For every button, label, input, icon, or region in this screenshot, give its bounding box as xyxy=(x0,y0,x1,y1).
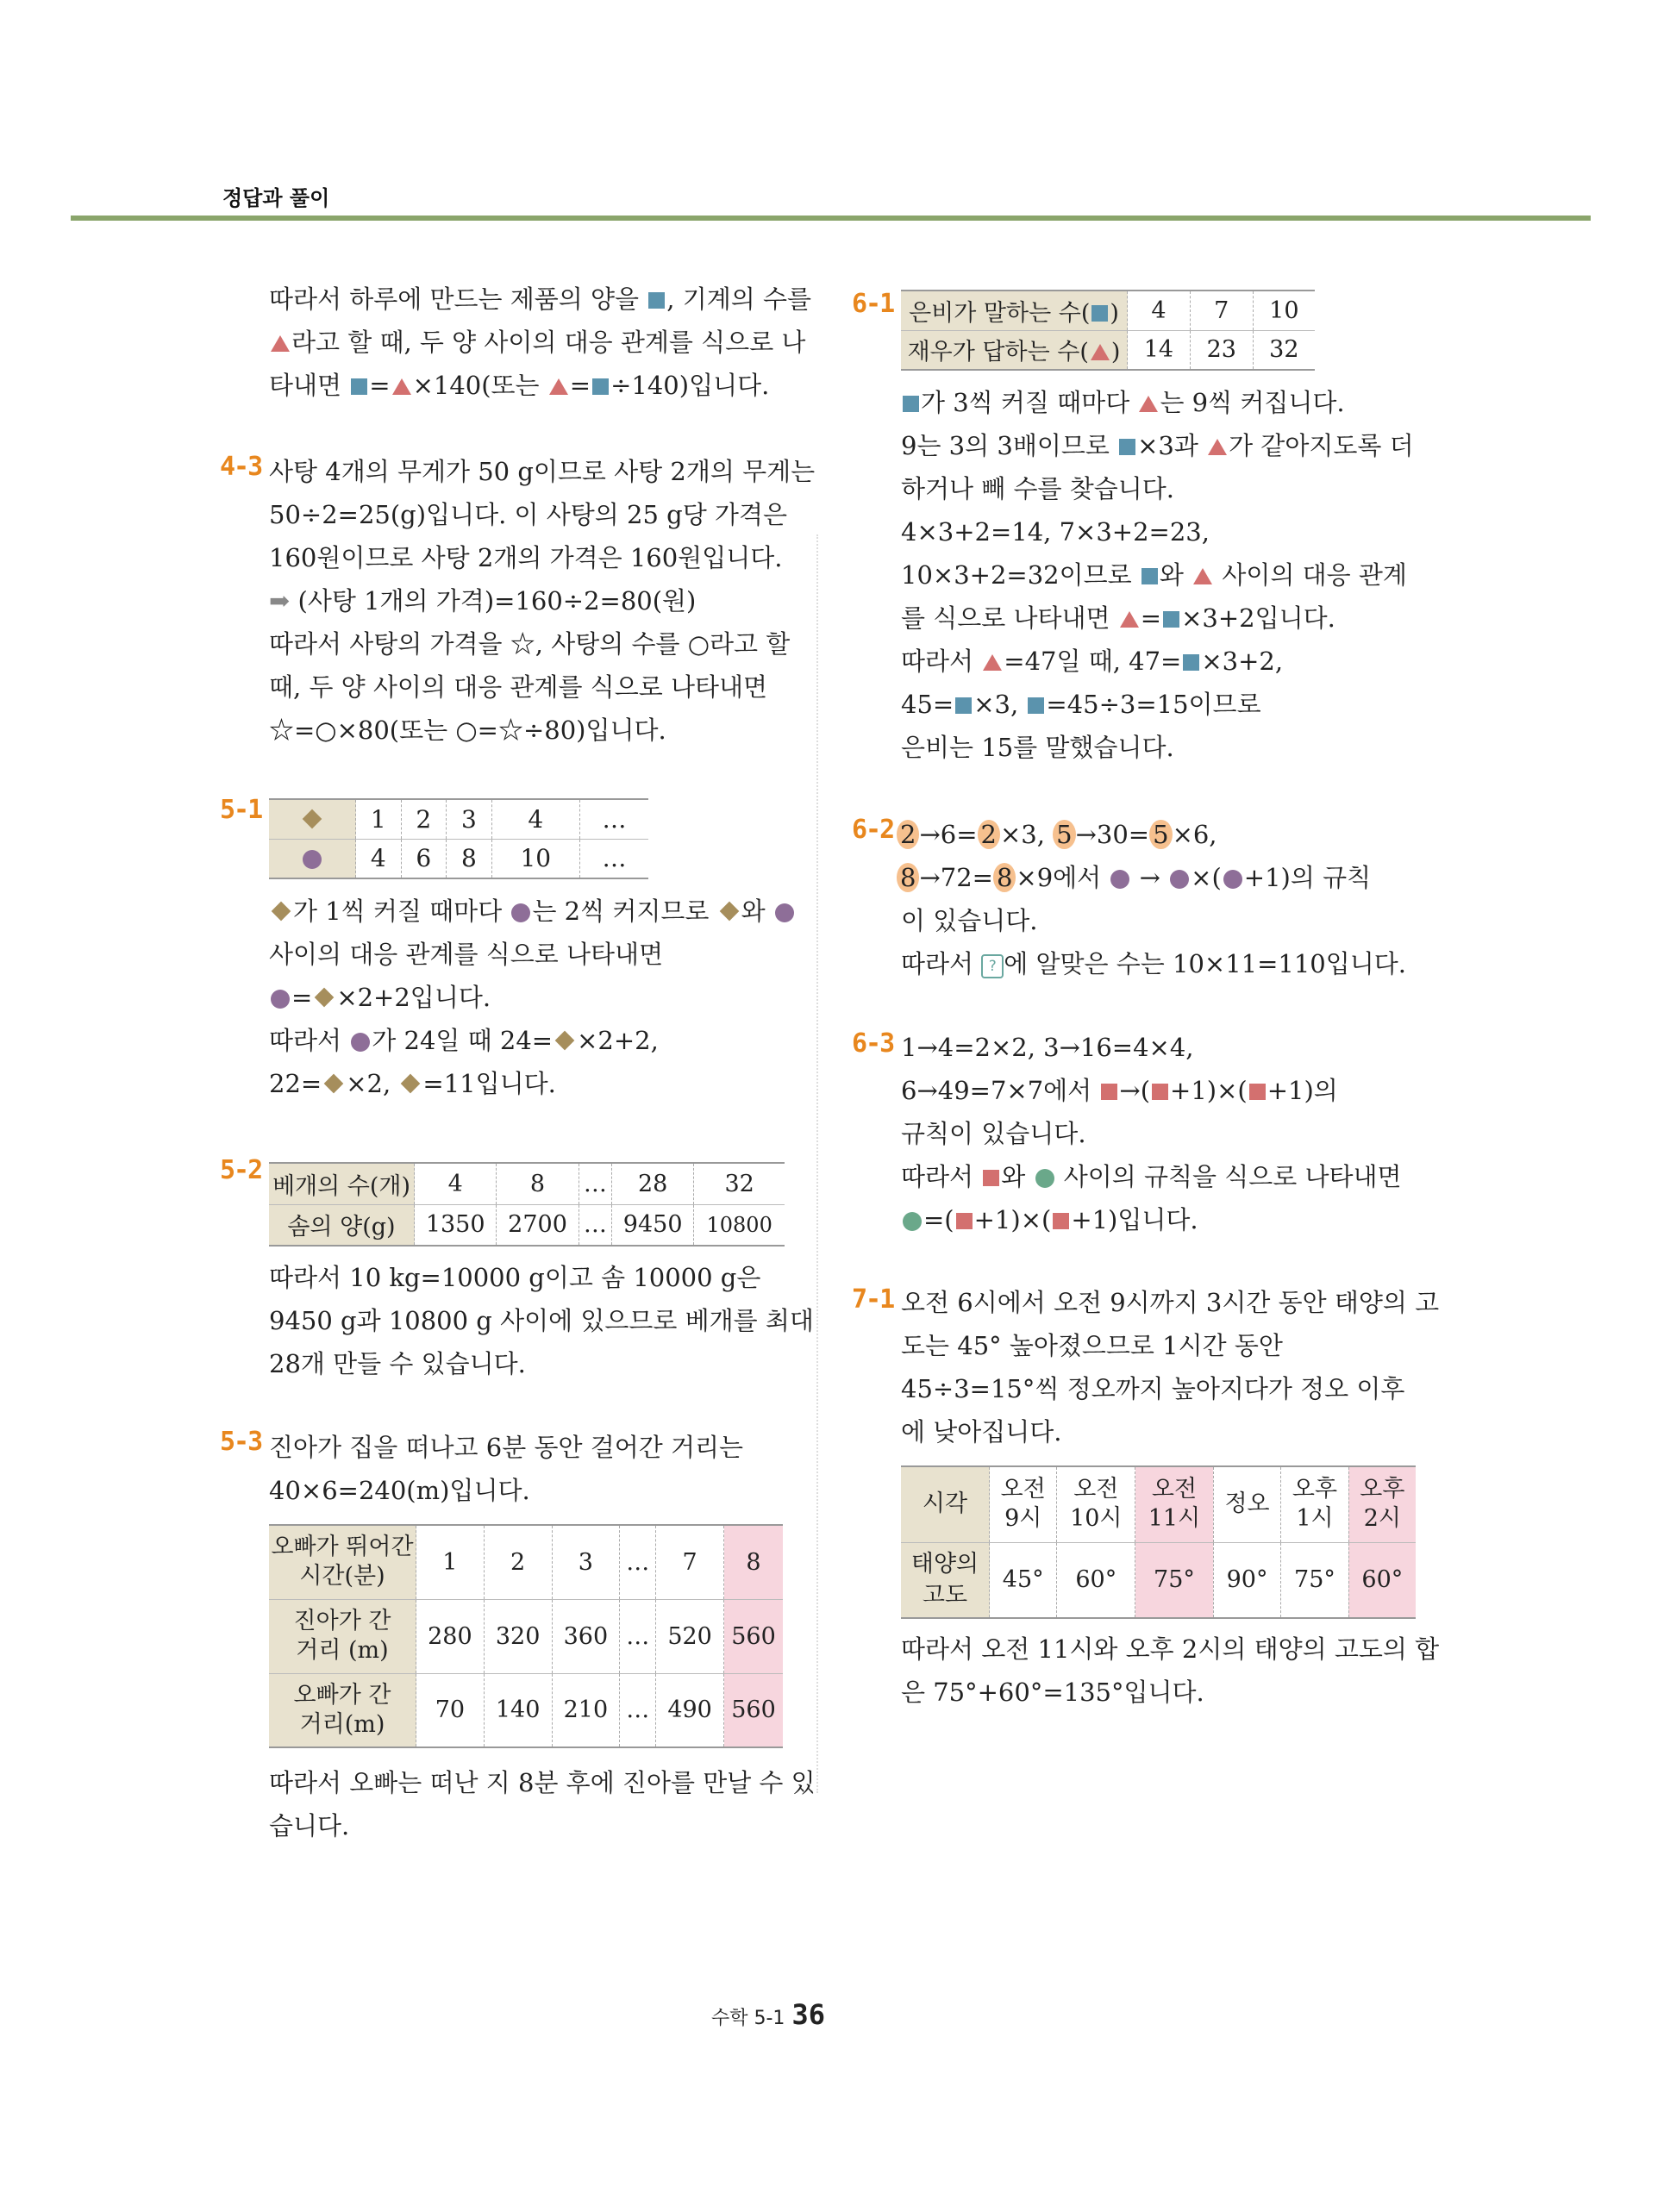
square-icon xyxy=(1152,1084,1168,1100)
circle-icon xyxy=(351,1033,370,1052)
table-5-2: 베개의 수(개) 4 8 … 28 32 솜의 양(g) 1350 2700 … 9450 10800 xyxy=(269,1162,785,1247)
square-icon xyxy=(351,378,367,395)
square-icon xyxy=(1163,611,1179,628)
square-icon xyxy=(1091,305,1108,322)
conclusion-7-1: 따라서 오전 11시와 오후 2시의 태양의 고도의 합 은 75°+60°=135°입니다. xyxy=(901,1634,1440,1707)
problem-label: 5-2 xyxy=(220,1155,262,1185)
triangle-icon xyxy=(271,335,290,352)
diamond-icon xyxy=(315,988,335,1008)
problem-label: 4-3 xyxy=(220,452,262,482)
circle-icon xyxy=(271,990,290,1009)
triangle-icon xyxy=(549,378,568,395)
table-6-1: 은비가 말하는 수( ) 4 7 10 재우가 답하는 수( ) 14 23 32 xyxy=(901,290,1315,371)
diamond-icon xyxy=(324,1074,344,1094)
triangle-icon xyxy=(1120,611,1139,628)
diamond-icon xyxy=(401,1074,421,1094)
page-header-title: 정답과 풀이 xyxy=(222,186,330,210)
page-number: 36 xyxy=(791,1998,825,2031)
solution-5-2: 따라서 10 kg=10000 g이고 솜 10000 g은 9450 g과 10800 g 사이에 있으므로 베개를 최대 28개 만들 수 있습니다. xyxy=(269,1263,814,1378)
square-icon xyxy=(955,697,972,714)
problem-label: 6-1 xyxy=(852,289,894,319)
table-5-3: 오빠가 뛰어간 시간(분) 1 2 3 … 7 8 진아가 간 거리 (m) 280 320 360 … 520 560 오빠가 간 거리(m) 70 140 210 … 490 560 xyxy=(269,1524,783,1748)
problem-label: 5-1 xyxy=(220,795,262,825)
problem-label: 5-3 xyxy=(220,1427,262,1457)
triangle-icon xyxy=(983,654,1002,671)
diamond-icon xyxy=(272,902,291,922)
circle-icon xyxy=(1110,870,1129,889)
solution-4-3: 사탕 4개의 무게가 50 g이므로 사탕 2개의 무게는 50÷2=25(g)입니다. 이 사탕의 25 g당 가격은 160원이므로 사탕 2개의 가격은 160원입니다. ➡ (사탕 1개의 가격)=160÷2=80(원) 따라서 사탕의 가격을 ☆, 사탕의 수를 ○라고 할 때, 두 양 사이의 대응 관계를 식으로 나타내면 ☆=○×80(또는 ○=☆÷80)입니다. xyxy=(269,457,816,745)
header-rule xyxy=(71,216,1591,221)
arrow-icon: ➡ xyxy=(269,586,291,615)
intro-block: 따라서 하루에 만드는 제품의 양을 , 기계의 수를 라고 할 때, 두 양 사이의 대응 관계를 식으로 나 타내면 = ×140(또는 = ÷140)입니다. xyxy=(269,284,812,400)
solution-6-2: 2 →6= 2 ×3, 5 →30= 5 ×6, 8 →72= 8 ×9에서 → ×( +1)의 규칙 이 있습니다. 따라서 ? 에 알맞은 수는 10×11=110입니다. xyxy=(897,813,1406,985)
circle-icon xyxy=(303,850,322,869)
solution-5-1: 가 1씩 커질 때마다 는 2씩 커지므로 와 사이의 대응 관계를 식으로 나타내면 = ×2+2입니다. 따라서 가 24일 때 24= ×2+2, 22= ×2, =11입니다. xyxy=(269,890,796,1105)
square-icon xyxy=(1028,697,1044,714)
square-icon xyxy=(903,396,919,412)
problem-label: 6-2 xyxy=(852,815,894,845)
table-7-1: 시각 오전 9시 오전 10시 오전 11시 정오 오후 1시 오후 2시 태양의 고도 45° 60° 75° 90° 75° 60° xyxy=(901,1465,1416,1619)
diamond-icon xyxy=(555,1031,575,1051)
square-icon xyxy=(1183,654,1199,671)
square-icon xyxy=(1101,1084,1117,1100)
square-icon xyxy=(1119,439,1135,455)
square-icon xyxy=(648,292,665,309)
triangle-icon xyxy=(1091,344,1110,360)
solution-6-1: 가 3씩 커질 때마다 는 9씩 커집니다. 9는 3의 3배이므로 ×3과 가 같아지도록 더 하거나 빼 수를 찾습니다. 4×3+2=14, 7×3+2=23, 10×3+2=32이므로 와 사이의 대응 관계 를 식으로 나타내면 = ×3+2입니다. 따라서 =47일 때, 47= ×3+2, 45= ×3, =45÷3=15이므로 은비는 15를 말했습니다. xyxy=(901,388,1414,762)
page-footer: 수학 5-1 36 xyxy=(711,1998,825,2031)
square-icon xyxy=(956,1213,973,1229)
circle-icon xyxy=(775,903,794,922)
square-icon xyxy=(1053,1213,1069,1229)
problem-label: 6-3 xyxy=(852,1028,894,1059)
square-icon xyxy=(1249,1084,1266,1100)
triangle-icon xyxy=(1193,568,1212,584)
question-box-icon: ? xyxy=(981,954,1004,978)
solution-6-3: 1→4=2×2, 3→16=4×4, 6→49=7×7에서 →( +1)×( +1)의 규칙이 있습니다. 따라서 와 사이의 규칙을 식으로 나타내면 =( +1)×( +1)입니다. xyxy=(901,1033,1402,1234)
circle-icon xyxy=(511,903,530,922)
square-icon xyxy=(983,1170,999,1186)
solution-5-3: 진아가 집을 떠나고 6분 동안 걸어간 거리는 40×6=240(m)입니다. xyxy=(269,1433,743,1505)
problem-label: 7-1 xyxy=(852,1284,894,1315)
triangle-icon xyxy=(1139,396,1158,412)
circle-icon xyxy=(1170,870,1189,889)
square-icon xyxy=(1141,568,1158,584)
triangle-icon xyxy=(1208,439,1227,455)
solution-7-1: 오전 6시에서 오전 9시까지 3시간 동안 태양의 고 도는 45° 높아졌으므로 1시간 동안 45÷3=15°씩 정오까지 높아지다가 정오 이후 에 낮아집니다. xyxy=(901,1288,1440,1447)
column-divider xyxy=(816,534,818,1793)
circle-icon xyxy=(1223,870,1242,889)
circle-icon xyxy=(903,1212,922,1231)
diamond-icon xyxy=(719,902,739,922)
conclusion-5-3: 따라서 오빠는 떠난 지 8분 후에 진아를 만날 수 있 습니다. xyxy=(269,1768,816,1840)
triangle-icon xyxy=(392,378,411,395)
square-icon xyxy=(592,378,609,395)
diamond-icon xyxy=(303,809,322,828)
circle-icon xyxy=(1035,1169,1054,1188)
table-5-1: 1 2 3 4 … 4 6 8 10 … xyxy=(269,798,648,879)
